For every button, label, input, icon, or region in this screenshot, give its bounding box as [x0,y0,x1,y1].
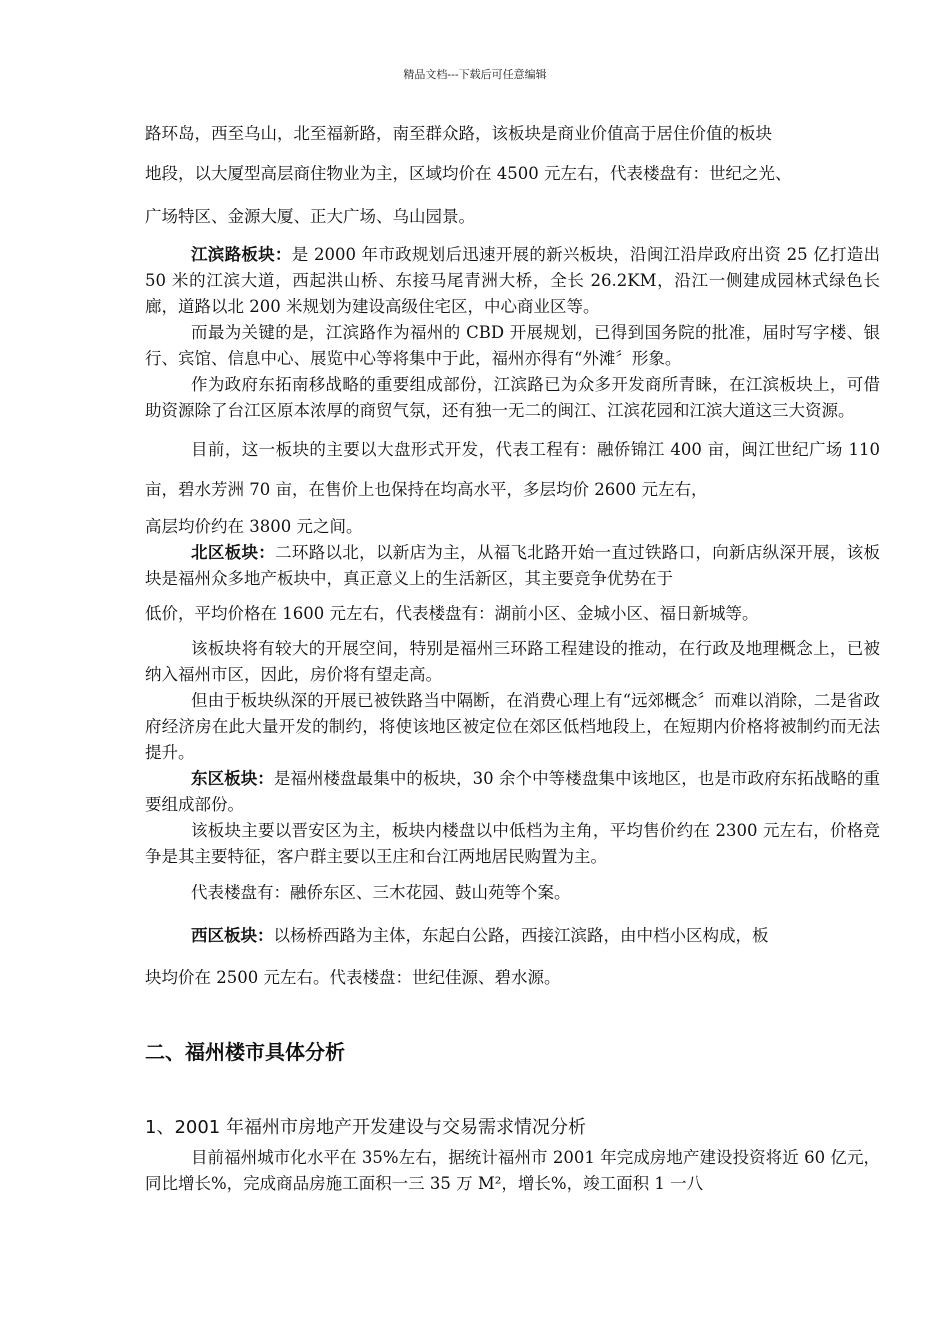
paragraph-east-detail: 该板块主要以晋安区为主，板块内楼盘以中低档为主角，平均售价约在 2300 元左右，价格竞争是其主要特征，客户群主要以王庄和台江两地居民购置为主。 [145,821,880,866]
intro-line-1: 路环岛，西至乌山，北至福新路，南至群众路，该板块是商业价值高于居住价值的板块 [145,124,772,143]
paragraph-west: 西区板块：以杨桥西路为主体，东起白公路，西接江滨路，由中档小区构成，板 [191,926,769,945]
paragraph-north: 北区板块：二环路以北，以新店为主，从福飞北路开始一直过铁路口，向新店纵深开展，该板块是福州众多地产板块中，真正意义上的生活新区，其主要竞争优势在于 [145,543,880,588]
north-label: 北区板块： [191,543,276,562]
section-heading-2: 二、福州楼市具体分析 [145,1040,345,1064]
paragraph-cbd: 而最为关键的是，江滨路作为福州的 CBD 开展规划，已得到国务院的批准，届时写字楼、银行、宾馆、信息中心、展览中心等将集中于此，福州亦得有“外滩〞形象。 [145,323,880,368]
west-label: 西区板块： [191,926,274,945]
east-label: 东区板块： [191,769,274,788]
intro-line-3: 广场特区、金源大厦、正大广场、乌山园景。 [145,207,475,226]
subsection-heading-2-1: 1、2001 年福州市房地产开发建设与交易需求情况分析 [145,1117,586,1138]
page-header: 精品文档---下载后可任意编辑 [403,68,547,81]
paragraph-intro [145,114,880,240]
paragraph-north-limit: 但由于板块纵深的开展已被铁路当中隔断，在消费心理上有“远郊概念〞而难以消除，二是省政府经济房在此大量开发的制约，将使该地区被定位在郊区低档地段上，在短期内价格将被制约而无法提升。 [145,691,880,762]
paragraph-east: 东区板块：是福州楼盘最集中的板块，30 余个中等楼盘集中该地区，也是市政府东拓战略的重要组成部份。 [145,769,880,814]
intro-line-2: 地段，以大厦型高层商住物业为主，区域均价在 4500 元左右，代表楼盘有：世纪之光、 [145,164,792,183]
paragraph-west-end: 块均价在 2500 元左右。代表楼盘：世纪佳源、碧水源。 [145,968,561,987]
paragraph-east-projects: 代表楼盘有：融侨东区、三木花园、鼓山苑等个案。 [191,883,571,902]
jiangbin-label: 江滨路板块： [191,245,292,264]
paragraph-urbanization: 目前福州城市化水平在 35%左右，据统计福州市 2001 年完成房地产建设投资将近 60 亿元，同比增长%，完成商品房施工面积一三 35 万 M²，增长%，竣工面积 1 一八 [145,1148,880,1193]
paragraph-strategy: 作为政府东拓南移战略的重要组成部份，江滨路已为众多开发商所青睐，在江滨板块上，可借助资源除了台江区原本浓厚的商贸气氛，还有独一无二的闽江、江滨花园和江滨大道这三大资源。 [145,375,880,420]
document-body [145,120,880,1197]
paragraph-north-space: 该板块将有较大的开展空间，特别是福州三环路工程建设的推动，在行政及地理概念上，已被纳入福州市区，因此，房价将有望走高。 [145,639,880,684]
paragraph-current: 目前，这一板块的主要以大盘形式开发，代表工程有：融侨锦江 400 亩，闽江世纪广场 110 亩，碧水芳洲 70 亩，在售价上也保持在均高水平，多层均价 2600 元左右， [145,440,881,499]
paragraph-north-end: 低价，平均价格在 1600 元左右，代表楼盘有：湖前小区、金城小区、福日新城等。 [145,604,759,623]
paragraph-jiangbin: 江滨路板块：是 2000 年市政规划后迅速开展的新兴板块，沿闽江沿岸政府出资 25 亿打造出 50 米的江滨大道，西起洪山桥、东接马尾青洲大桥，全长 26.2KM，沿江一侧建成园林式绿色长廊，道路以北 200 米规划为建设高级住宅区，中心商业区等。 [145,245,881,316]
paragraph-current-end: 高层均价约在 3800 元之间。 [145,517,363,536]
